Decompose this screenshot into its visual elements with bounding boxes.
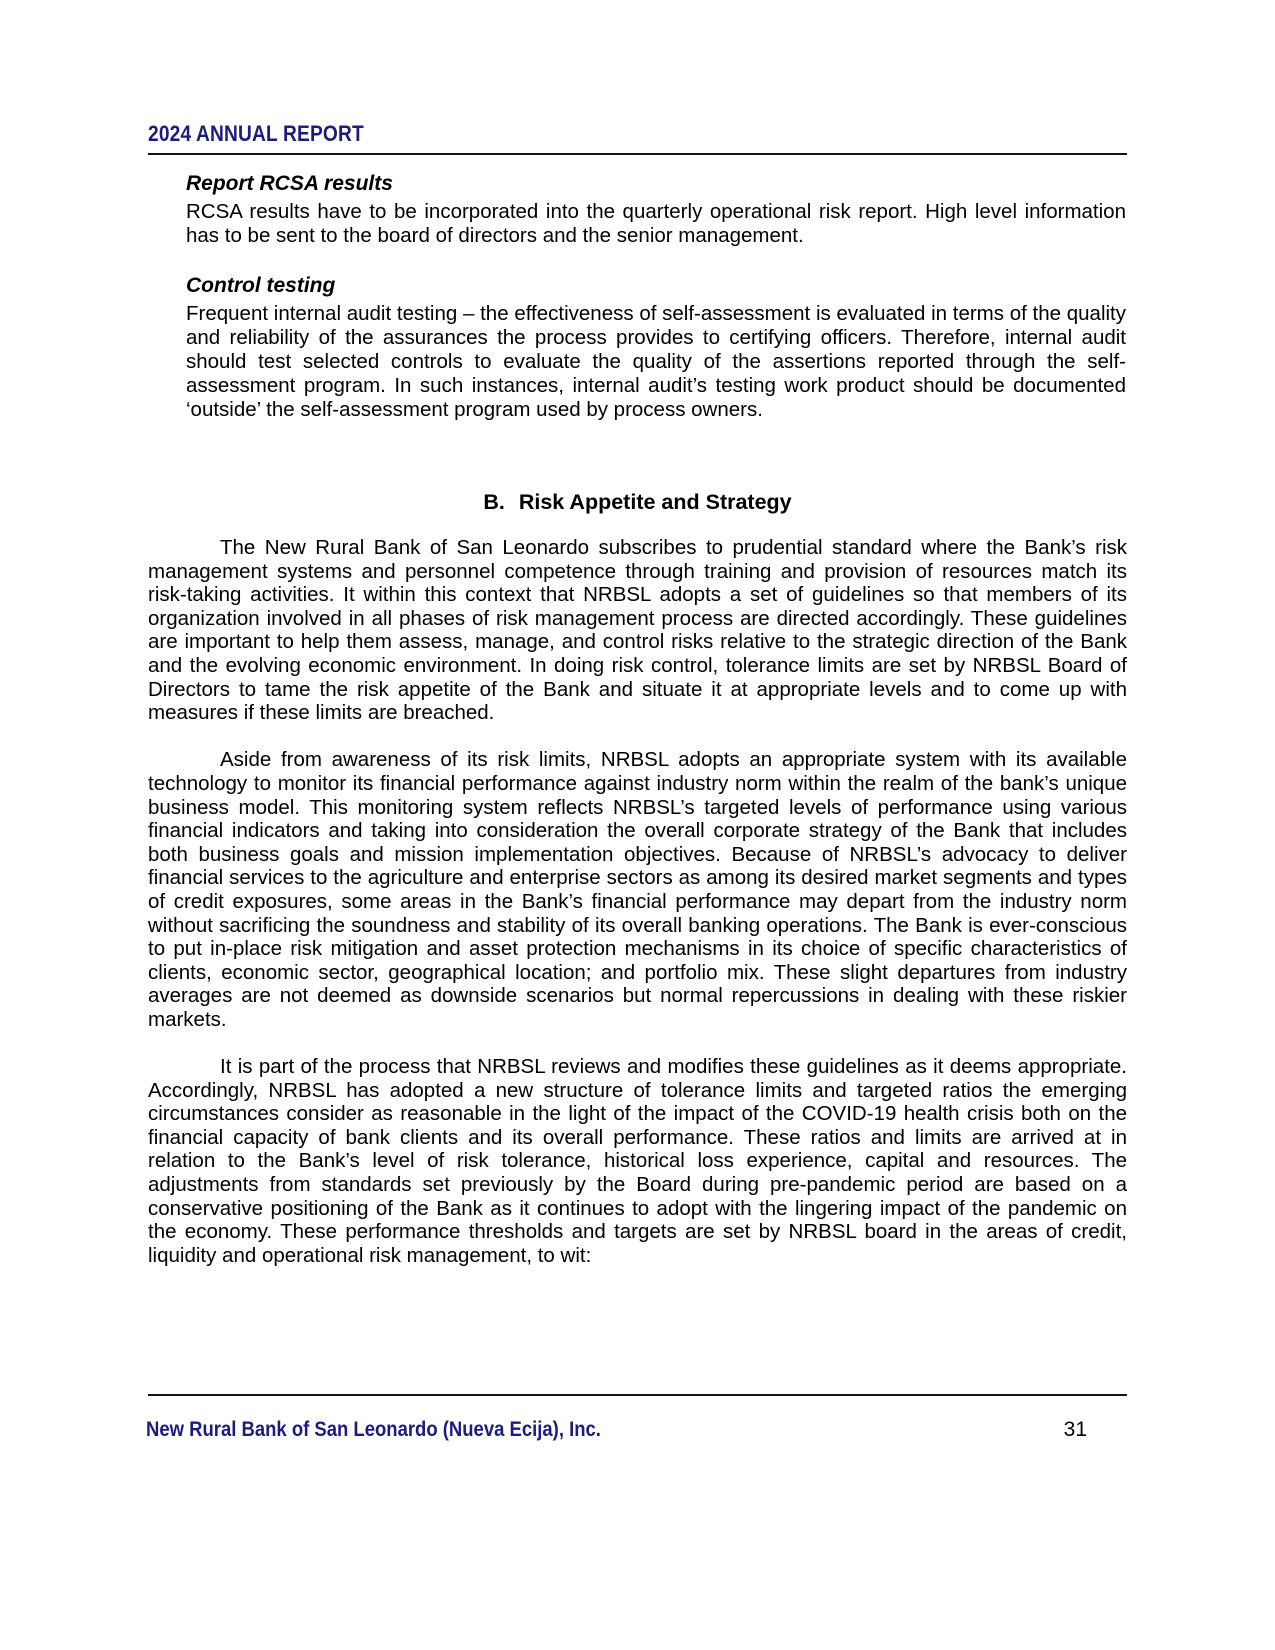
section-b-letter: B.	[483, 490, 505, 514]
page-footer	[146, 1418, 1127, 1442]
paragraph: Aside from awareness of its risk limits, NRBSL adopts an appropriate system with its available technology to monitor its financial performance against industry norm within the realm of the bank’s unique business model. This monitoring system reflects NRBSL’s targeted levels of performance using various financial indicators and taking into consideration the overall corporate strategy of the Bank that includes both business goals and mission implementation objectives. Because of NRBSL’s advocacy to deliver financial services to the agriculture and enterprise sectors as among its desired market segments and types of credit exposures, some areas in the Bank’s financial performance may depart from the industry norm without sacrificing the soundness and stability of its overall banking operations. The Bank is ever-conscious to put in-place risk mitigation and asset protection mechanisms in its choice of specific characteristics of clients, economic sector, geographical location; and portfolio mix. These slight departures from industry averages are not deemed as downside scenarios but normal repercussions in dealing with these riskier markets.	[148, 748, 1127, 1031]
report-title: 2024 ANNUAL REPORT	[148, 121, 364, 146]
section-body-report-rcsa-results: RCSA results have to be incorporated into the quarterly operational risk report. High level information has to be sent to the board of directors and the senior management.	[186, 200, 1126, 247]
page-header	[148, 121, 1127, 155]
footer-page-number: 31	[1063, 1418, 1087, 1441]
section-heading-control-testing: Control testing	[186, 274, 336, 297]
section-b-title: Risk Appetite and Strategy	[518, 490, 792, 514]
section-heading-report-rcsa-results: Report RCSA results	[186, 172, 393, 195]
paragraph: It is part of the process that NRBSL reviews and modifies these guidelines as it deems appropriate. Accordingly, NRBSL has adopted a new structure of tolerance limits and targeted ratios the emerging circumstances consider as reasonable in the light of the impact of the COVID-19 health crisis both on the financial capacity of bank clients and its overall performance. These ratios and limits are arrived at in relation to the Bank’s level of risk tolerance, historical loss experience, capital and resources. The adjustments from standards set previously by the Board during pre-pandemic period are based on a conservative positioning of the Bank as it continues to adopt with the lingering impact of the pandemic on the economy. These performance thresholds and targets are set by NRBSL board in the areas of credit, liquidity and operational risk management, to wit:	[148, 1055, 1127, 1267]
footer-divider	[148, 1394, 1127, 1396]
section-b-paragraphs	[148, 536, 1127, 1267]
operational-risk-subsections	[186, 172, 1126, 422]
footer-bank-name: New Rural Bank of San Leonardo (Nueva Ecija), Inc.	[146, 1418, 601, 1441]
paragraph: The New Rural Bank of San Leonardo subscribes to prudential standard where the Bank’s risk management systems and personnel competence through training and provision of resources match its risk-taking activities. It within this context that NRBSL adopts a set of guidelines so that members of its organization involved in all phases of risk management process are directed accordingly. These guidelines are important to help them assess, manage, and control risks relative to the strategic direction of the Bank and the evolving economic environment. In doing risk control, tolerance limits are set by NRBSL Board of Directors to tame the risk appetite of the Bank and situate it at appropriate levels and to come up with measures if these limits are breached.	[148, 536, 1127, 725]
section-body-control-testing: Frequent internal audit testing – the effectiveness of self-assessment is evaluated in terms of the quality and reliability of the assurances the process provides to certifying officers. Therefore, internal audit should test selected controls to evaluate the quality of the assertions reported through the self-assessment program. In such instances, internal audit’s testing work product should be documented ‘outside’ the self-assessment program used by process owners.	[186, 302, 1126, 421]
section-b-heading	[148, 490, 1127, 515]
